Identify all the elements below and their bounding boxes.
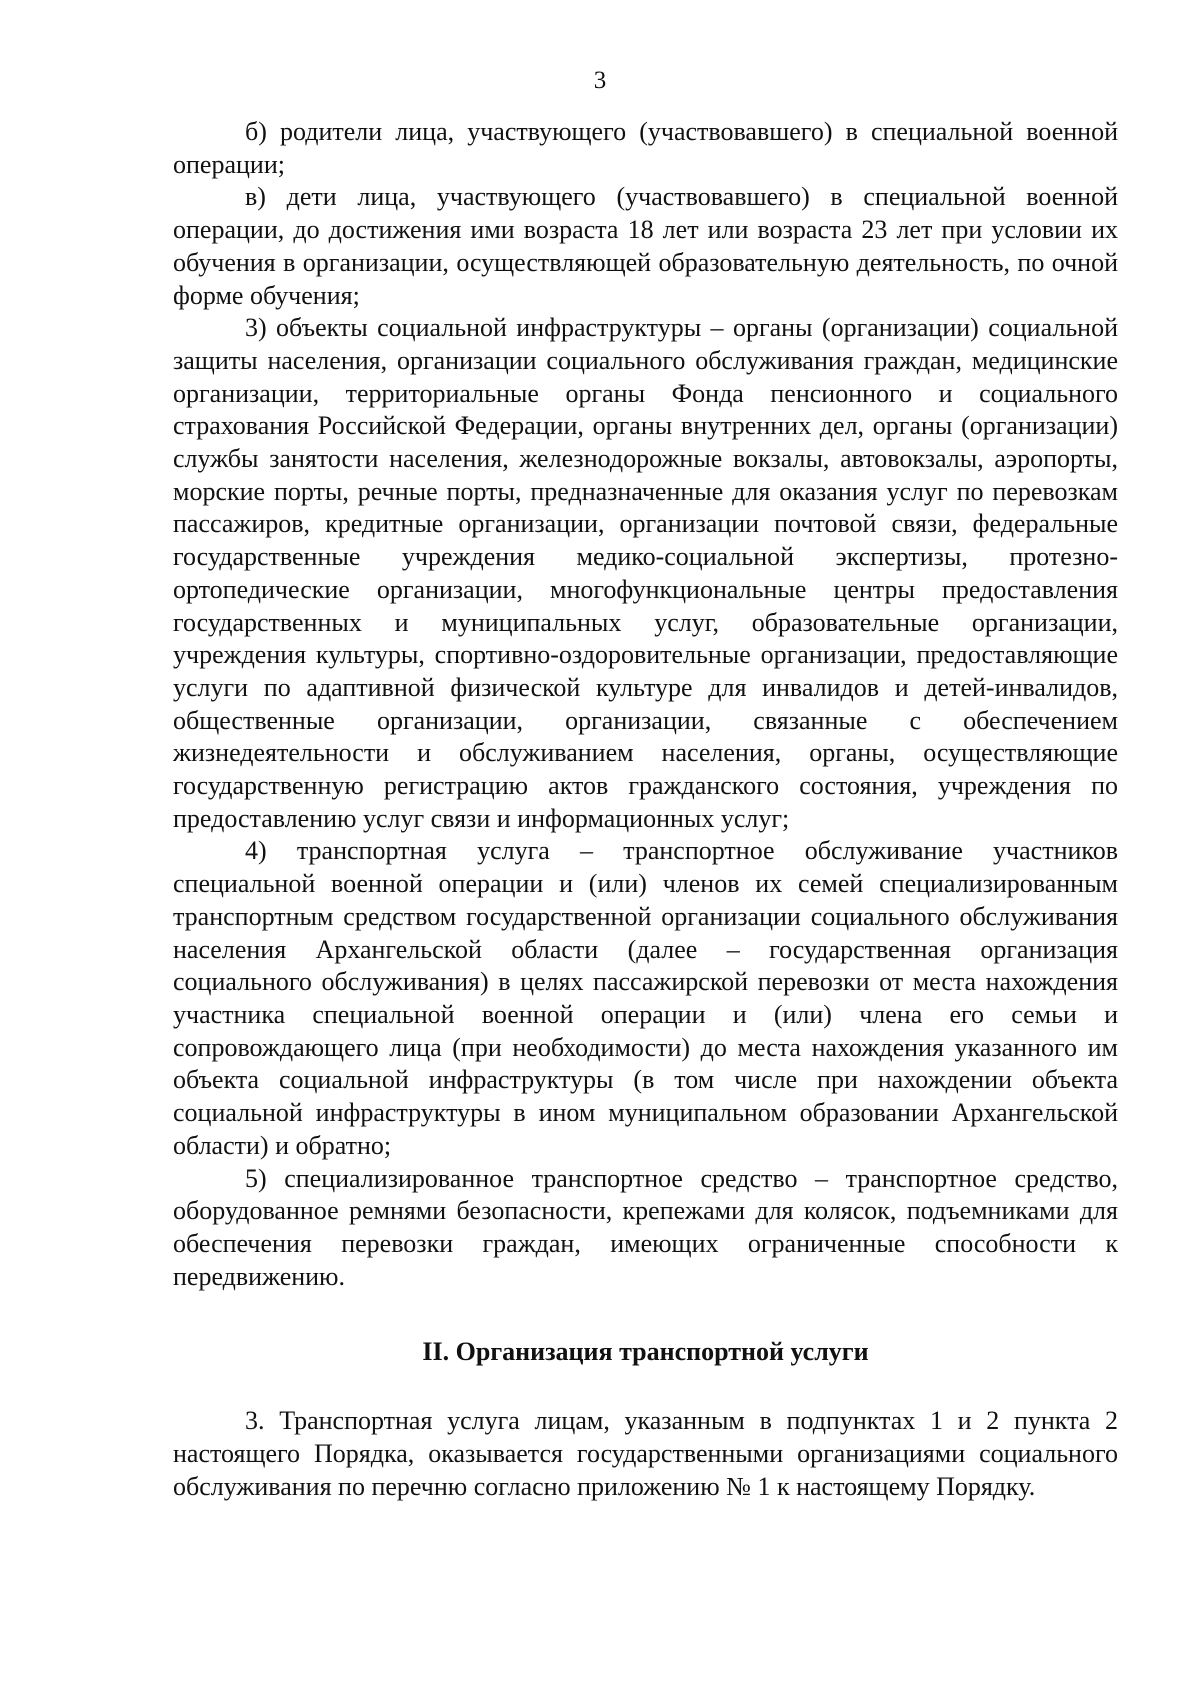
paragraph-item-5: 5) специализированное транспортное средство – транспортное средство, оборудованное ремнями безопасности, крепежами для колясок, подъемниками для обеспечения перевозки граждан, имеющих ограниченные способности к передвижению. xyxy=(173,1163,1118,1291)
page-number: 3 xyxy=(593,67,607,94)
paragraph-item-4: 4) транспортная услуга – транспортное обслуживание участников специальной военной операции и (или) членов их семей специализированным транспортным средством государственной организации социального обслуживания населения Архангельской области (далее – государственная организация социального обслуживания) в целях пассажирской перевозки от места нахождения участника специальной военной операции и (или) члена его семьи и сопровождающего лица (при необходимости) до места нахождения указанного им объекта социальной инфраструктуры (в том числе при нахождении объекта социальной инфраструктуры в ином муниципальном образовании Архангельской области) и обратно; xyxy=(173,836,1118,1160)
paragraph-item-b: б) родители лица, участвующего (участвовавшего) в специальной военной операции; xyxy=(173,117,1118,179)
paragraph-item-3: 3) объекты социальной инфраструктуры – органы (организации) социальной защиты населения, организации социального обслуживания граждан, медицинские организации, территориальные органы Фонда пенсионного и социального страхования Российской Федерации, органы внутренних дел, органы (организации) службы занятости населения, железнодорожные вокзалы, автовокзалы, аэропорты, морские порты, речные порты, предназначенные для оказания услуг по перевозкам пассажиров, кредитные организации, организации почтовой связи, федеральные государственные учреждения медико-социальной экспертизы, протезно-ортопедические организации, многофункциональные центры предоставления государственных и муниципальных услуг, образовательные организации, учреждения культуры, спортивно-оздоровительные организации, предоставляющие услуги по адаптивной физической культуре для инвалидов и детей-инвалидов, общественные организации, организации, связанные с обеспечением жизнедеятельности и обслуживанием населения, органы, осуществляющие государственную регистрацию актов гражданского состояния, учреждения по предоставлению услуг связи и информационных услуг; xyxy=(173,313,1118,833)
paragraph-item-v: в) дети лица, участвующего (участвовавшего) в специальной военной операции, до достижения ими возраста 18 лет или возраста 23 лет при условии их обучения в организации, осуществляющей образовательную деятельность, по очной форме обучения; xyxy=(173,182,1118,310)
document-body xyxy=(173,116,1118,1503)
section-heading: II. Организация транспортной услуги xyxy=(422,1337,869,1367)
paragraph-clause-3: 3. Транспортная услуга лицам, указанным в подпунктах 1 и 2 пункта 2 настоящего Порядка, оказывается государственными организациями социального обслуживания по перечню согласно приложению № 1 к настоящему Порядку. xyxy=(173,1406,1118,1501)
